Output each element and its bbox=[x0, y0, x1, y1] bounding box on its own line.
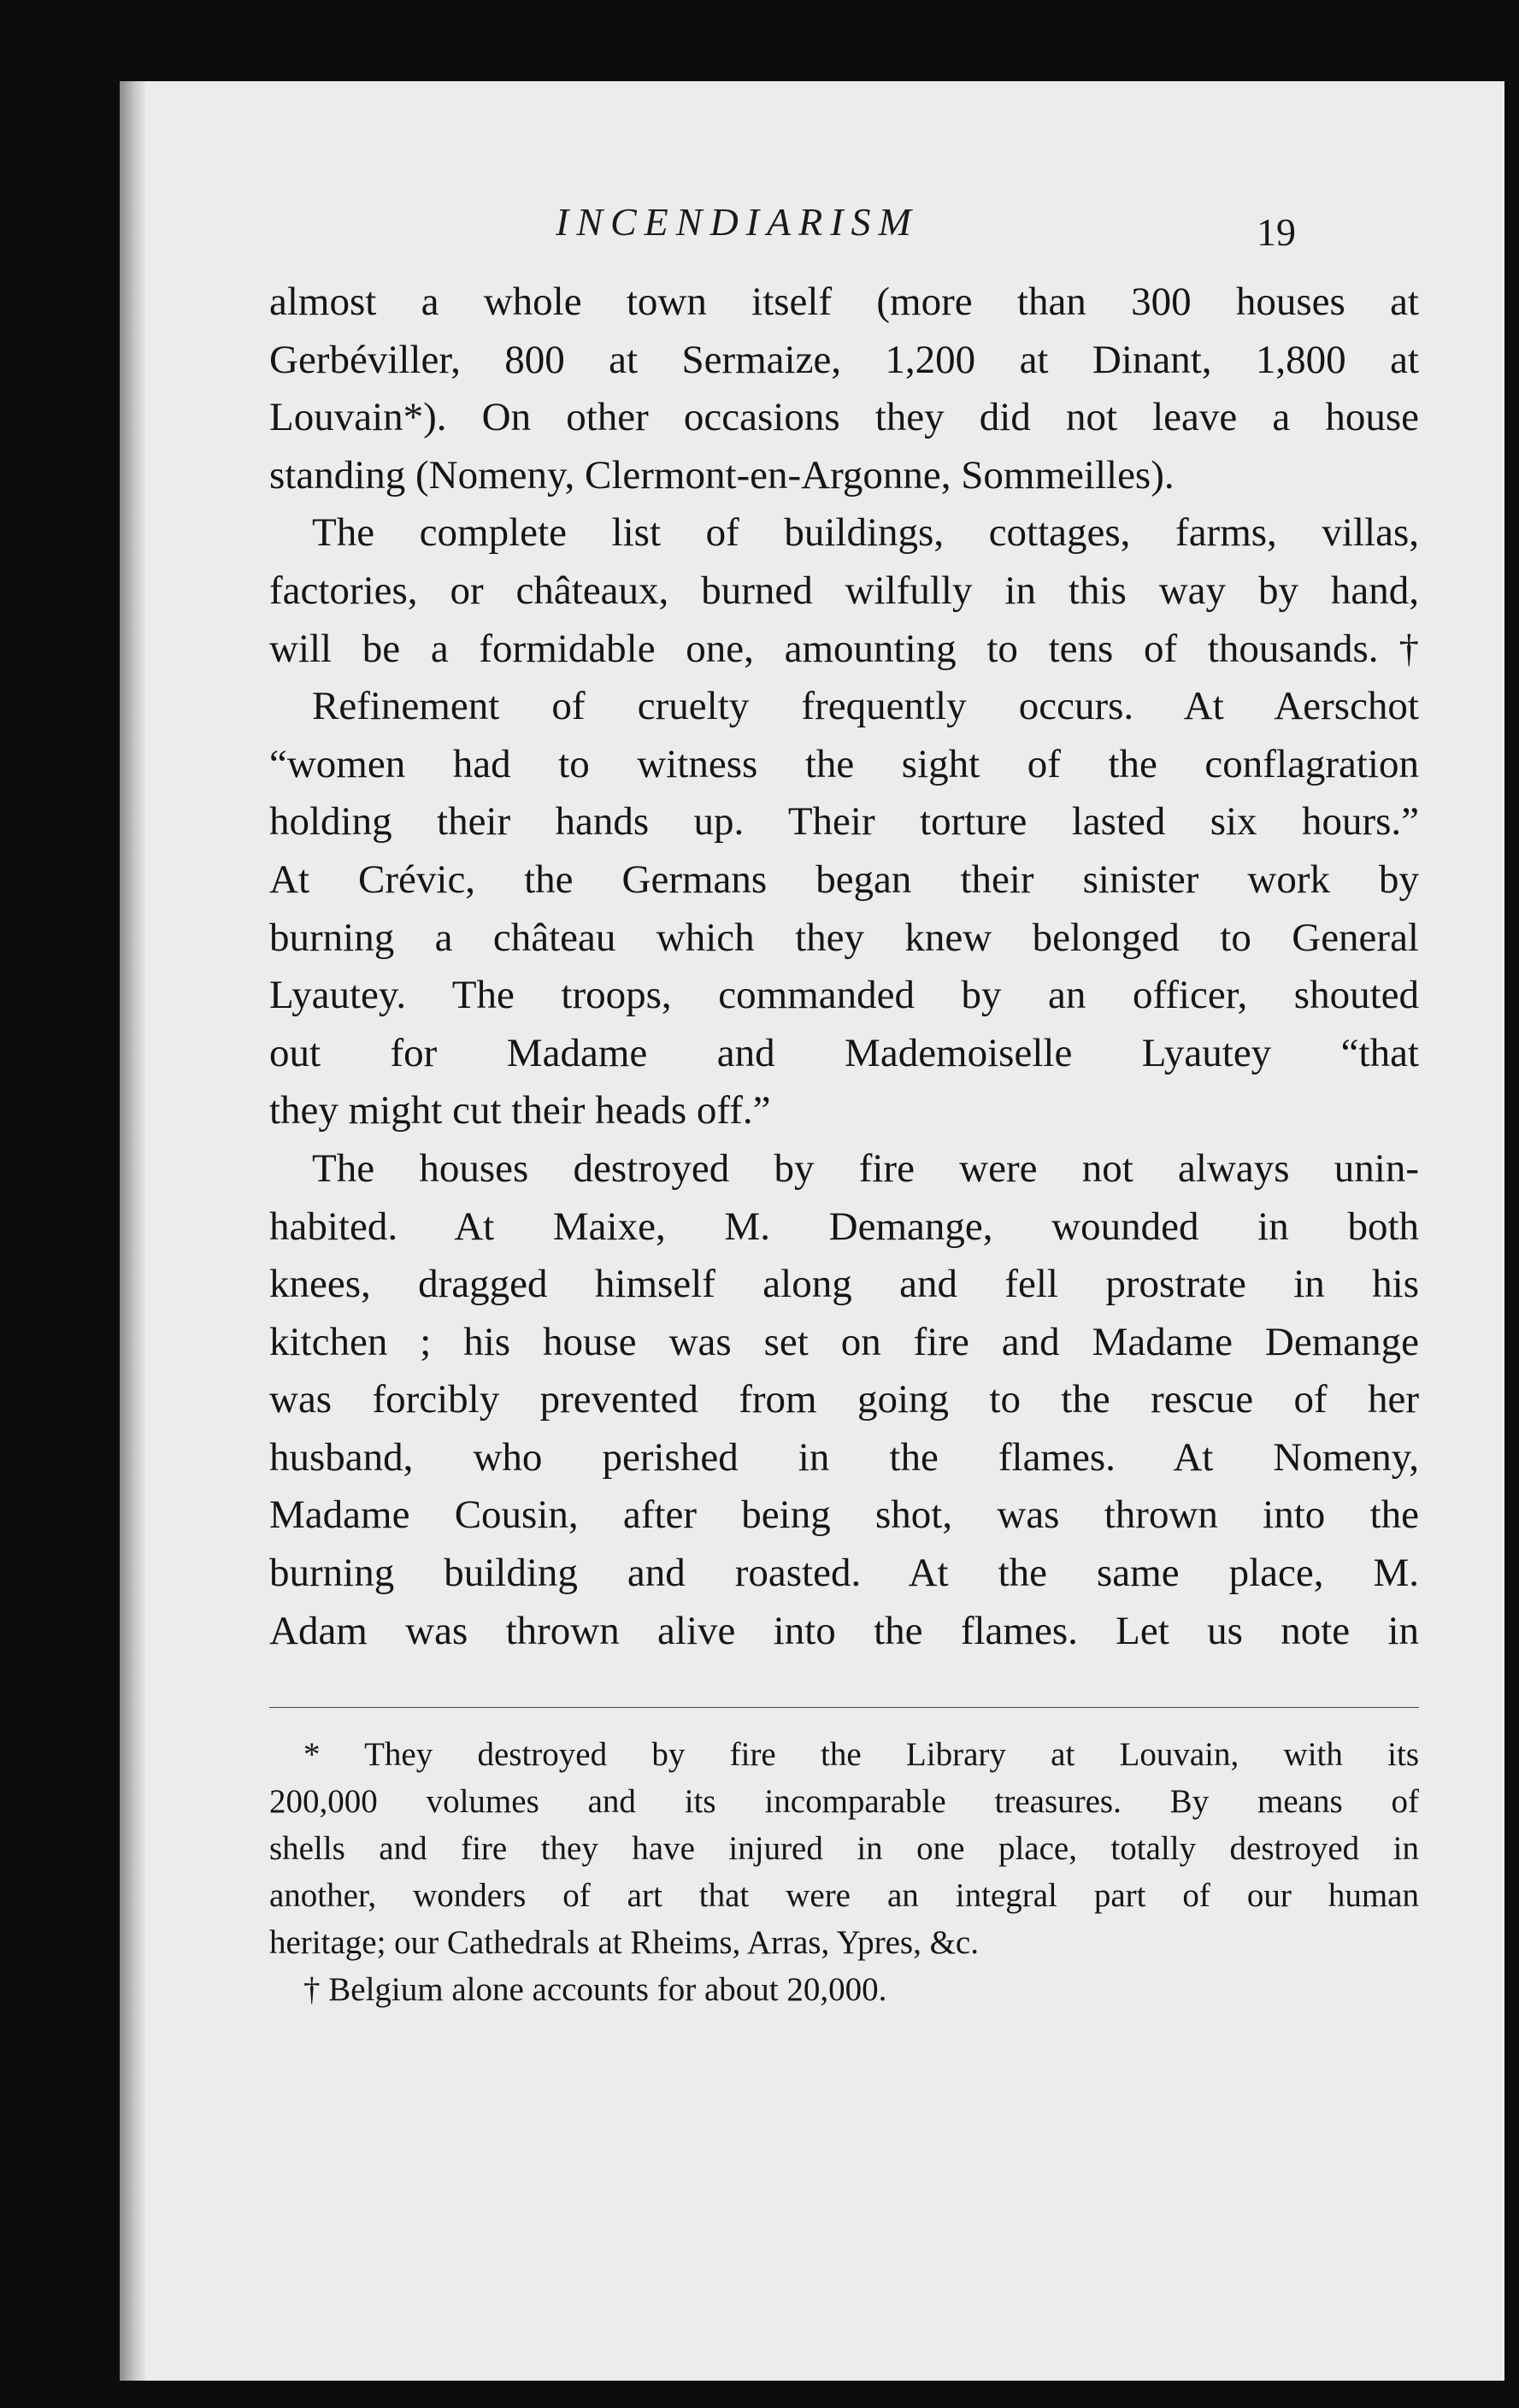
running-head: INCENDIARISM bbox=[556, 200, 919, 244]
footnote-line: * They destroyed by fire the Library at Louvain, with its bbox=[303, 1736, 1419, 1773]
page-number: 19 bbox=[1257, 210, 1296, 254]
text-line: The complete list of buildings, cottages, farms, villas, bbox=[312, 510, 1419, 556]
footnotes bbox=[269, 1731, 1419, 2013]
text-line: Adam was thrown alive into the flames. Let us note in bbox=[269, 1608, 1419, 1653]
footnote-line: heritage; our Cathedrals at Rheims, Arras, Ypres, &c. bbox=[269, 1924, 979, 1961]
text-line: At Crévic, the Germans began their sinister work by bbox=[269, 857, 1419, 902]
paragraph-4 bbox=[269, 1140, 1419, 1660]
text-line: they might cut their heads off.” bbox=[269, 1088, 771, 1133]
text-line: Lyautey. The troops, commanded by an officer, shouted bbox=[269, 973, 1419, 1018]
text-line: almost a whole town itself (more than 300 houses at bbox=[269, 280, 1419, 324]
text-line: knees, dragged himself along and fell prostrate in his bbox=[269, 1262, 1419, 1307]
book-page bbox=[120, 81, 1504, 2381]
text-line: The houses destroyed by fire were not always unin- bbox=[312, 1145, 1419, 1191]
text-line: burning a château which they knew belonged to General bbox=[269, 915, 1419, 960]
text-line: Gerbéviller, 800 at Sermaize, 1,200 at Dinant, 1,800 at bbox=[269, 337, 1419, 382]
page-spine-shadow bbox=[120, 81, 145, 2381]
text-line: burning building and roasted. At the same place, M. bbox=[269, 1551, 1419, 1596]
footnote-divider bbox=[269, 1707, 1419, 1708]
text-line: habited. At Maixe, M. Demange, wounded in both bbox=[269, 1204, 1419, 1249]
body-text bbox=[269, 274, 1419, 1660]
footnote-dagger bbox=[269, 1966, 1419, 2013]
footnote-asterisk bbox=[269, 1731, 1419, 1966]
text-line: standing (Nomeny, Clermont-en-Argonne, Sommeilles). bbox=[269, 452, 1175, 497]
text-line: factories, or châteaux, burned wilfully in this way by hand, bbox=[269, 568, 1419, 613]
text-line: husband, who perished in the flames. At Nomeny, bbox=[269, 1434, 1419, 1480]
text-line: was forcibly prevented from going to the rescue of her bbox=[269, 1377, 1419, 1422]
text-line: Louvain*). On other occasions they did not leave a house bbox=[269, 395, 1419, 440]
footnote-line: shells and fire they have injured in one place, totally destroyed in bbox=[269, 1830, 1419, 1867]
text-line: kitchen ; his house was set on fire and Madame Demange bbox=[269, 1319, 1419, 1364]
paragraph-3 bbox=[269, 678, 1419, 1140]
text-line: Refinement of cruelty frequently occurs. At Aerschot bbox=[312, 684, 1419, 729]
footnote-line: 200,000 volumes and its incomparable treasures. By means of bbox=[269, 1783, 1419, 1820]
paragraph-1 bbox=[269, 274, 1419, 504]
text-line: holding their hands up. Their torture lasted six hours.” bbox=[269, 799, 1419, 845]
text-line: Madame Cousin, after being shot, was thrown into the bbox=[269, 1492, 1419, 1538]
footnote-line: another, wonders of art that were an integral part of our human bbox=[269, 1877, 1419, 1914]
text-line: “women had to witness the sight of the conflagration bbox=[269, 741, 1419, 786]
text-line: out for Madame and Mademoiselle Lyautey “that bbox=[269, 1030, 1419, 1075]
paragraph-2 bbox=[269, 504, 1419, 678]
footnote-line: † Belgium alone accounts for about 20,000. bbox=[303, 1971, 887, 2008]
text-line: will be a formidable one, amounting to tens of thousands.† bbox=[269, 626, 1419, 671]
